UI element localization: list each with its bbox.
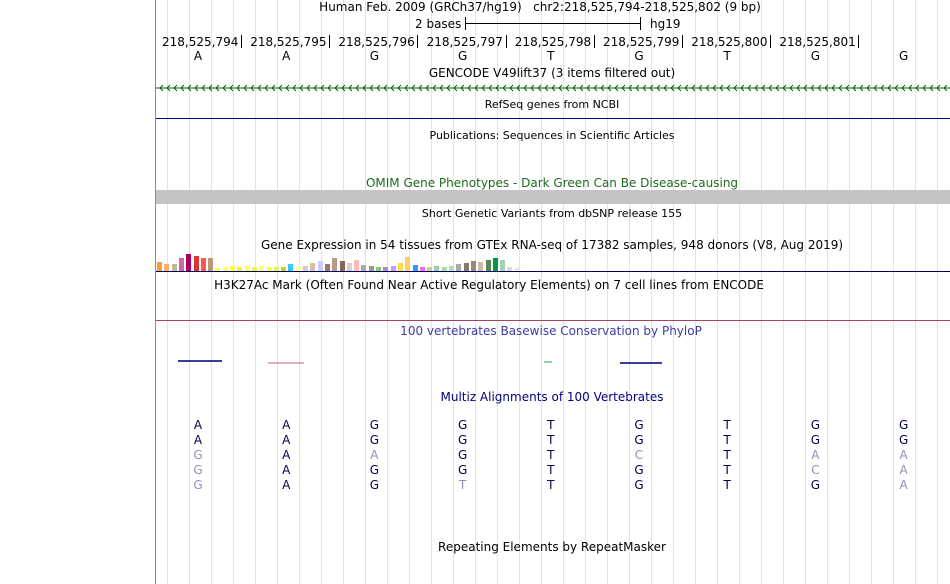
- assembly-name: Human Feb. 2009 (GRCh37/hg19): [319, 0, 522, 14]
- coordinate-tick: [770, 35, 771, 48]
- aligned-base: G: [193, 448, 203, 462]
- coordinate-label: 218,525,797: [426, 35, 503, 49]
- coordinate-label: 218,525,798: [514, 35, 592, 49]
- scale-bar: [465, 23, 641, 24]
- coordinate-label: 218,525,795: [250, 35, 327, 49]
- aligned-base: T: [458, 478, 467, 492]
- scale-text: 2 bases: [415, 17, 462, 31]
- aligned-base: T: [723, 448, 731, 462]
- omim-gene-bar[interactable]: [156, 190, 950, 204]
- gtex-baseline: [156, 271, 950, 272]
- aligned-base: T: [547, 463, 555, 477]
- gtex-tissue-bar[interactable]: [201, 258, 206, 272]
- phylop-track-title: 100 vertebrates Basewise Conservation by PhyloP: [400, 324, 702, 338]
- aligned-base: G: [457, 433, 468, 447]
- aligned-base: G: [457, 463, 468, 477]
- aligned-base: G: [369, 478, 380, 492]
- h3k27ac-baseline: [156, 320, 950, 321]
- coordinate-tick: [241, 35, 242, 48]
- reference-base: G: [898, 49, 909, 63]
- aligned-base: A: [899, 463, 908, 477]
- reference-base: T: [723, 49, 731, 63]
- coordinate-tick: [682, 35, 683, 48]
- aligned-base: G: [634, 463, 644, 477]
- aligned-base: T: [723, 433, 731, 447]
- position-header: [319, 0, 761, 14]
- aligned-base: G: [369, 463, 380, 477]
- aligned-base: G: [898, 418, 909, 432]
- aligned-base: A: [811, 448, 820, 462]
- aligned-base: A: [899, 478, 908, 492]
- aligned-base: G: [457, 418, 468, 432]
- scale-bar-right-tick: [640, 17, 641, 30]
- dbsnp-track-title: Short Genetic Variants from dbSNP release 155: [421, 207, 683, 220]
- reference-base: G: [810, 49, 821, 63]
- publications-track-title: Publications: Sequences in Scientific Articles: [429, 129, 675, 142]
- aligned-base: T: [723, 478, 731, 492]
- aligned-base: G: [634, 433, 644, 447]
- aligned-base: A: [282, 463, 291, 477]
- aligned-base: T: [547, 433, 555, 447]
- reference-base: A: [193, 49, 203, 63]
- aligned-base: T: [723, 418, 731, 432]
- aligned-base: T: [547, 418, 555, 432]
- scale-db: hg19: [650, 17, 681, 31]
- aligned-base: A: [899, 448, 908, 462]
- aligned-base: A: [282, 418, 291, 432]
- gtex-tissue-bar[interactable]: [179, 258, 184, 272]
- aligned-base: G: [369, 418, 380, 432]
- repeatmasker-track-title: Repeating Elements by RepeatMasker: [438, 540, 666, 554]
- track-display[interactable]: [156, 0, 950, 584]
- aligned-base: A: [282, 478, 291, 492]
- gtex-tissue-bar[interactable]: [332, 258, 337, 272]
- aligned-base: A: [193, 433, 203, 447]
- gtex-tissue-bar[interactable]: [493, 258, 498, 272]
- aligned-base: C: [634, 448, 644, 462]
- coordinate-label: 218,525,801: [779, 35, 856, 49]
- gtex-tissue-bar[interactable]: [186, 254, 191, 272]
- aligned-base: G: [810, 433, 821, 447]
- coordinate-label: 218,525,794: [162, 35, 239, 49]
- gtex-expression-bars[interactable]: [156, 252, 950, 272]
- coordinate-tick: [858, 35, 859, 48]
- aligned-base: G: [193, 478, 203, 492]
- phylop-signal[interactable]: [156, 355, 950, 369]
- aligned-base: G: [898, 433, 909, 447]
- reference-base: G: [369, 49, 380, 63]
- position-range: chr2:218,525,794-218,525,802 (9 bp): [533, 0, 761, 14]
- aligned-base: T: [547, 448, 555, 462]
- aligned-base: G: [810, 418, 821, 432]
- gtex-tissue-bar[interactable]: [208, 258, 213, 272]
- multiz-track-title: Multiz Alignments of 100 Vertebrates: [440, 390, 664, 404]
- aligned-base: A: [370, 448, 379, 462]
- aligned-base: T: [547, 478, 555, 492]
- refseq-track-title: RefSeq genes from NCBI: [484, 98, 620, 111]
- aligned-base: A: [193, 418, 203, 432]
- coordinate-tick: [329, 35, 330, 48]
- gtex-track-title: Gene Expression in 54 tissues from GTEx RNA-seq of 17382 samples, 948 donors (V8, Aug 2019): [260, 238, 844, 252]
- gencode-transcript[interactable]: [156, 82, 950, 94]
- gtex-tissue-bar[interactable]: [405, 257, 410, 272]
- aligned-base: T: [723, 463, 731, 477]
- coordinate-label: 218,525,796: [338, 35, 415, 49]
- aligned-base: A: [282, 448, 291, 462]
- aligned-base: G: [634, 478, 644, 492]
- coordinate-tick: [506, 35, 507, 48]
- aligned-base: G: [457, 448, 468, 462]
- omim-track-title: OMIM Gene Phenotypes - Dark Green Can Be Disease-causing: [365, 176, 739, 190]
- aligned-base: G: [634, 418, 644, 432]
- h3k27ac-track-title: H3K27Ac Mark (Often Found Near Active Regulatory Elements) on 7 cell lines from ENCODE: [214, 278, 764, 292]
- reference-base: A: [282, 49, 291, 63]
- aligned-base: G: [810, 478, 821, 492]
- reference-base: G: [634, 49, 644, 63]
- aligned-base: G: [369, 433, 380, 447]
- reference-base: G: [457, 49, 468, 63]
- coordinate-label: 218,525,800: [691, 35, 768, 49]
- track-labels: [0, 0, 156, 584]
- aligned-base: G: [193, 463, 203, 477]
- aligned-base: C: [811, 463, 820, 477]
- coordinate-tick: [417, 35, 418, 48]
- refseq-transcript-line[interactable]: [156, 118, 950, 119]
- gtex-tissue-bar[interactable]: [194, 256, 199, 272]
- gencode-track-title: GENCODE V49lift37 (3 items filtered out): [428, 66, 676, 80]
- reference-base: T: [547, 49, 555, 63]
- aligned-base: A: [282, 433, 291, 447]
- coordinate-label: 218,525,799: [603, 35, 680, 49]
- coordinate-tick: [594, 35, 595, 48]
